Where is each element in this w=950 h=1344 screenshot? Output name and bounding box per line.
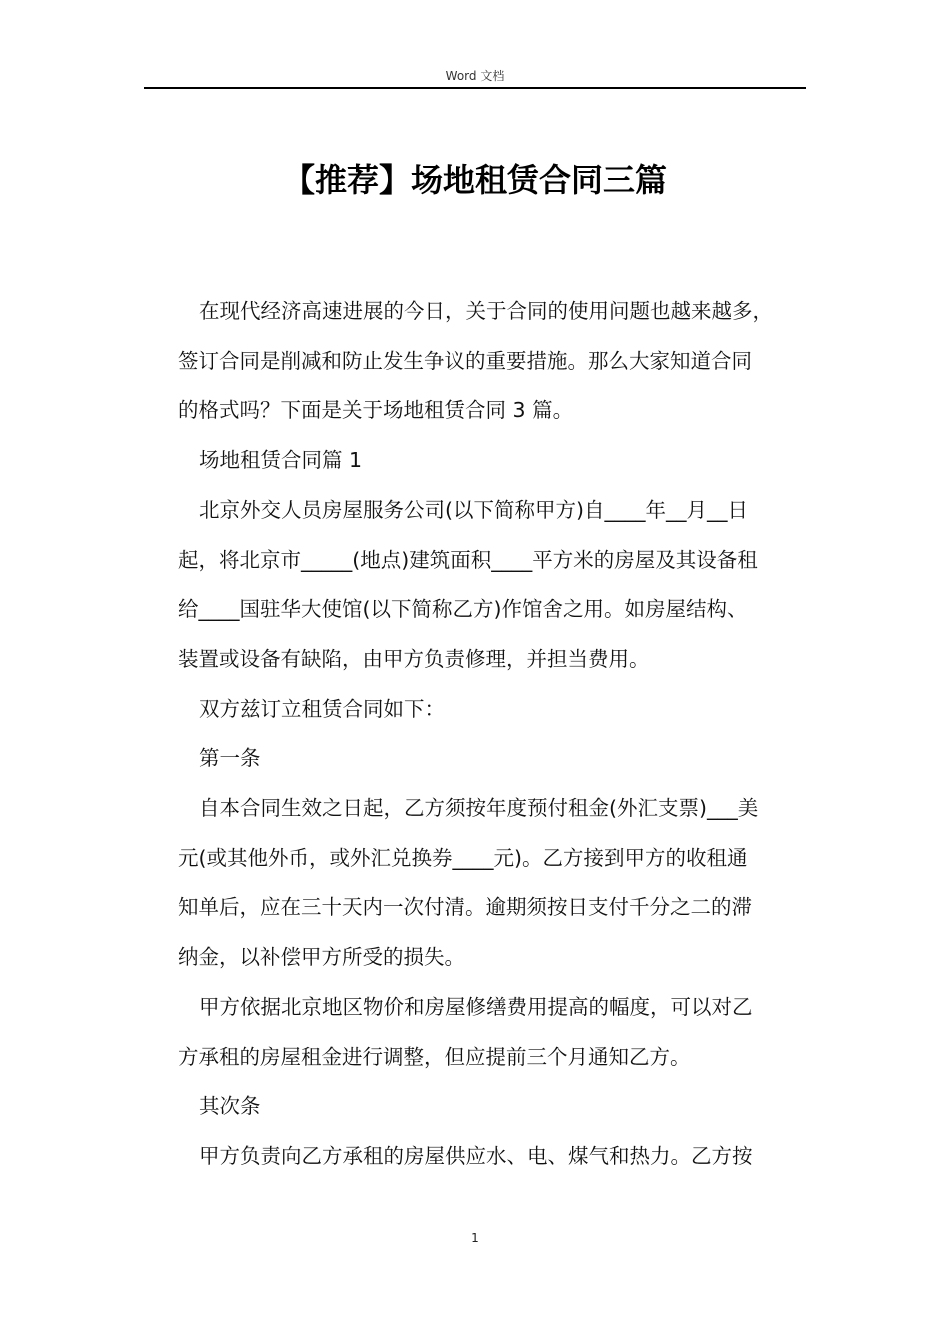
paragraph-agreement-intro (178, 685, 818, 735)
paragraph-article-1-heading (178, 734, 818, 784)
text-line: 甲方依据北京地区物价和房屋修缮费用提高的幅度，可以对乙 (199, 994, 753, 1019)
paragraph-rent-adjustment (178, 983, 818, 1082)
text-line: 的格式吗？下面是关于场地租赁合同 3 篇。 (178, 398, 574, 423)
paragraph-intro (178, 287, 818, 436)
text-line: 场地租赁合同篇 1 (199, 448, 363, 473)
document-title: 【推荐】场地租赁合同三篇 (282, 161, 667, 199)
text-line: 北京外交人员房屋服务公司(以下简称甲方)自____年__月__日 (199, 497, 748, 522)
text-line: 自本合同生效之日起，乙方须按年度预付租金(外汇支票)___美 (199, 796, 759, 821)
text-line: 签订合同是削减和防止发生争议的重要措施。那么大家知道合同 (178, 348, 752, 373)
text-line: 知单后，应在三十天内一次付清。逾期须按日支付千分之二的滞 (178, 895, 752, 920)
running-header: Word 文档 (445, 69, 505, 83)
page-number: 1 (471, 1231, 479, 1245)
text-line: 装置或设备有缺陷，由甲方负责修理，并担当费用。 (178, 646, 650, 671)
text-line: 起，将北京市_____(地点)建筑面积____平方米的房屋及其设备租 (178, 547, 758, 572)
text-line: 在现代经济高速进展的今日，关于合同的使用问题也越来越多， (199, 299, 773, 323)
text-line: 元(或其他外币，或外汇兑换券____元)。乙方接到甲方的收租通 (178, 845, 748, 870)
text-line: 双方兹订立租赁合同如下： (199, 696, 445, 721)
text-line: 给____国驻华大使馆(以下简称乙方)作馆舍之用。如房屋结构、 (178, 597, 748, 622)
document-body (178, 287, 818, 1182)
header-rule (144, 87, 806, 89)
text-line: 甲方负责向乙方承租的房屋供应水、电、煤气和热力。乙方按 (199, 1143, 753, 1168)
text-line: 方承租的房屋租金进行调整，但应提前三个月通知乙方。 (178, 1044, 691, 1069)
text-line: 其次条 (199, 1094, 261, 1119)
paragraph-article-1-body (178, 784, 818, 983)
paragraph-preamble (178, 486, 818, 685)
paragraph-article-2-heading (178, 1082, 818, 1132)
text-line: 纳金，以补偿甲方所受的损失。 (178, 945, 465, 970)
text-line: 第一条 (199, 746, 261, 771)
paragraph-article-2-body (178, 1132, 818, 1182)
paragraph-section-heading (178, 436, 818, 486)
